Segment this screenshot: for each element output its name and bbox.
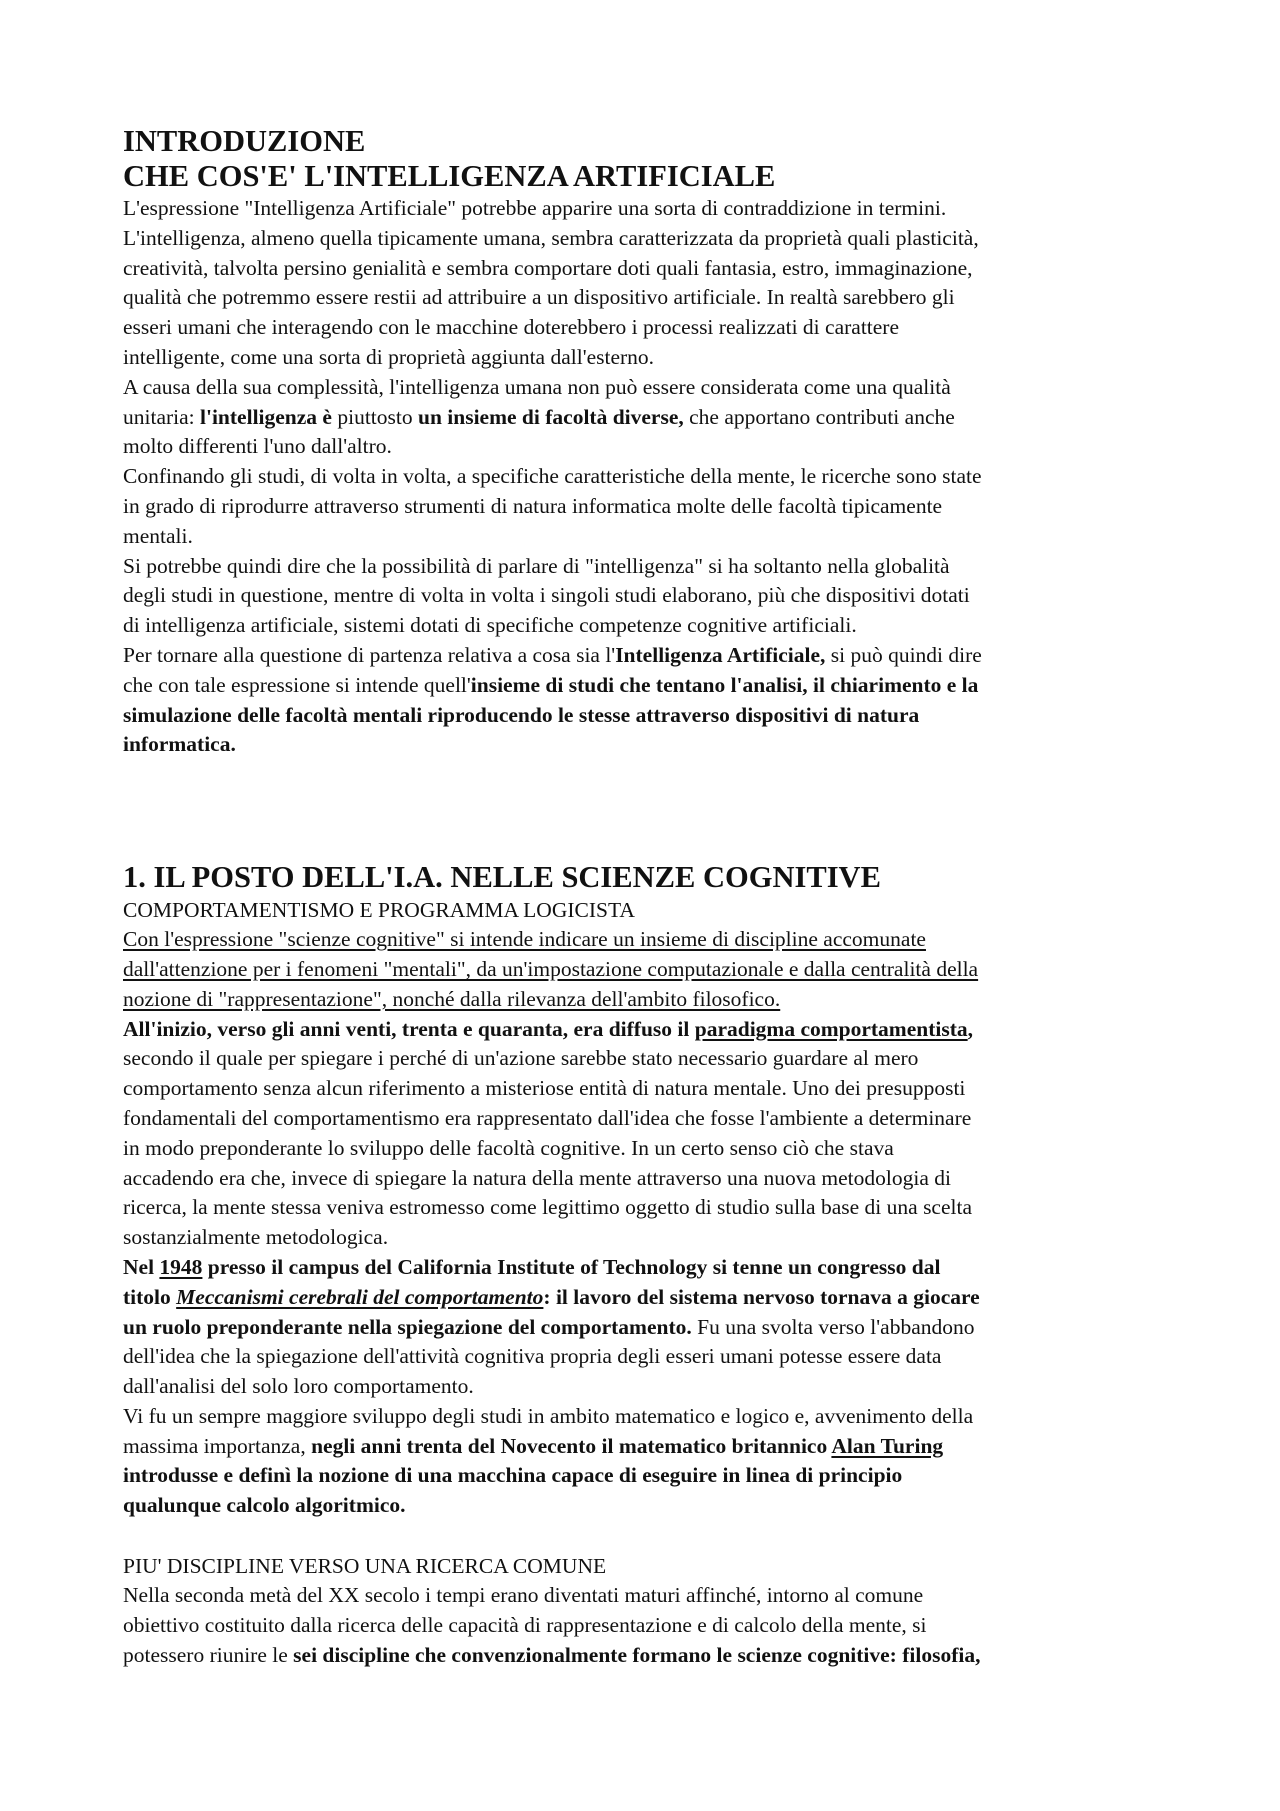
section-1-paragraph-1: Con l'espressione "scienze cognitive" si intende indicare un insieme di discipline accomunate dall'attenzione per i fenomeni "mentali", da un'impostazione computazionale e dalla centralità della nozione di "rappresentazione", nonché dalla rilevanza dell'ambito filosofico. [123,927,979,1011]
section-1-paragraph-4: Vi fu un sempre maggiore sviluppo degli studi in ambito matematico e logico e, avvenimento della massima importanza, negli anni trenta del Novecento il matematico britannico Alan Turing introdusse e definì la nozione di una macchina capace di eseguire in linea di principio qualunque calcolo algoritmico. [123,1403,974,1518]
underlined-term: paradigma comportamentista [694,1016,968,1041]
italic-title: Meccanismi cerebrali del comportamento [176,1284,544,1309]
bold-text: un ruolo preponderante nella spiegazione del comportamento. [123,1314,692,1339]
section-1-title: 1. IL POSTO DELL'I.A. NELLE SCIENZE COGNITIVE [123,860,881,895]
underlined-year: 1948 [159,1254,203,1279]
section-1-subhead-1: COMPORTAMENTISMO E PROGRAMMA LOGICISTA [123,898,635,923]
underlined-name: Alan Turing [831,1433,944,1458]
bold-text: Intelligenza Artificiale, [615,642,826,667]
bold-text: negli anni trenta del Novecento il matematico britannico Alan Turing [311,1433,944,1458]
intro-subheading: CHE COS'E' L'INTELLIGENZA ARTIFICIALE [123,159,776,193]
spacer [123,760,1180,860]
section-1-subhead-2: PIU' DISCIPLINE VERSO UNA RICERCA COMUNE [123,1554,607,1579]
intro-paragraph-5: Per tornare alla questione di partenza relativa a cosa sia l'Intelligenza Artificiale, si può quindi dire che con tale espressione si intende quell'insieme di studi che tentano l'analisi, il chiarimento e la simulazione delle facoltà mentali riproducendo le stesse attraverso dispositivi di natura informatica. [123,642,982,757]
intro-paragraph-3: Confinando gli studi, di volta in volta, a specifiche caratteristiche della mente, le ricerche sono state in grado di riprodurre attraverso strumenti di natura informatica molte delle facoltà tipicamente mentali. [123,464,982,548]
bold-text: l'intelligenza è [200,404,332,429]
section-1-paragraph-5: Nella seconda metà del XX secolo i tempi erano diventati maturi affinché, intorno al comune obiettivo costituito dalla ricerca delle capacità di rappresentazione e di calcolo della mente, si potessero riunire le sei discipline che convenzionalmente formano le scienze cognitive: filosofia, [123,1583,981,1667]
intro-paragraph-4: Si potrebbe quindi dire che la possibilità di parlare di "intelligenza" si ha soltanto nella globalità degli studi in questione, mentre di volta in volta i singoli studi elaborano, più che dispositivi dotati di intelligenza artificiale, sistemi dotati di specifiche competenze cognitive artificiali. [123,553,970,638]
intro-paragraph-2: A causa della sua complessità, l'intelligenza umana non può essere considerata come una qualità unitaria: l'intelligenza è piuttosto un insieme di facoltà diverse, che apportano contributi anche molto differenti l'uno dall'altro. [123,374,955,459]
bold-text: un insieme di facoltà diverse, [418,404,684,429]
spacer [123,1521,1180,1551]
bold-text: sei discipline che convenzionalmente formano le scienze cognitive: filosofia, [293,1642,981,1667]
bold-text: insieme di studi che tentano l'analisi, il chiarimento e la [470,672,979,697]
section-1-paragraph-2: All'inizio, verso gli anni venti, trenta e quaranta, era diffuso il paradigma comportamentista, secondo il quale per spiegare i perché di un'azione sarebbe stato necessario guardare al mero comportamento senza alcun riferimento a misteriose entità di natura mentale. Uno dei presupposti fondamentali del comportamentismo era rappresentato dall'idea che fosse l'ambiente a determinare in modo preponderante lo sviluppo delle facoltà cognitive. In un certo senso ciò che stava accadendo era che, invece di spiegare la natura della mente attraverso una nuova metodologia di ricerca, la mente stessa veniva estromesso come legittimo oggetto di studio sulla base di una scelta sostanzialmente metodologica. [123,1016,974,1250]
section-1-paragraph-3: Nel 1948 presso il campus del California Institute of Technology si tenne un congresso dal titolo Meccanismi cerebrali del comportamento: il lavoro del sistema nervoso tornava a giocare un ruolo preponderante nella spiegazione del comportamento. Fu una svolta verso l'abbandono dell'idea che la spiegazione dell'attività cognitiva propria degli esseri umani potesse essere data dall'analisi del solo loro comportamento. [123,1254,980,1399]
intro-heading: INTRODUZIONE [123,124,366,158]
intro-paragraph-1: L'espressione "Intelligenza Artificiale" potrebbe apparire una sorta di contraddizione in termini. L'intelligenza, almeno quella tipicamente umana, sembra caratterizzata da proprietà quali plasticità, creatività, talvolta persino genialità e sembra comportare doti quali fantasia, estro, immaginazione, qualità che potremmo essere restii ad attribuire a un dispositivo artificiale. In realtà sarebbero gli esseri umani che interagendo con le macchine doterebbero i processi realizzati di carattere intelligente, come una sorta di proprietà aggiunta dall'esterno. [123,196,979,369]
